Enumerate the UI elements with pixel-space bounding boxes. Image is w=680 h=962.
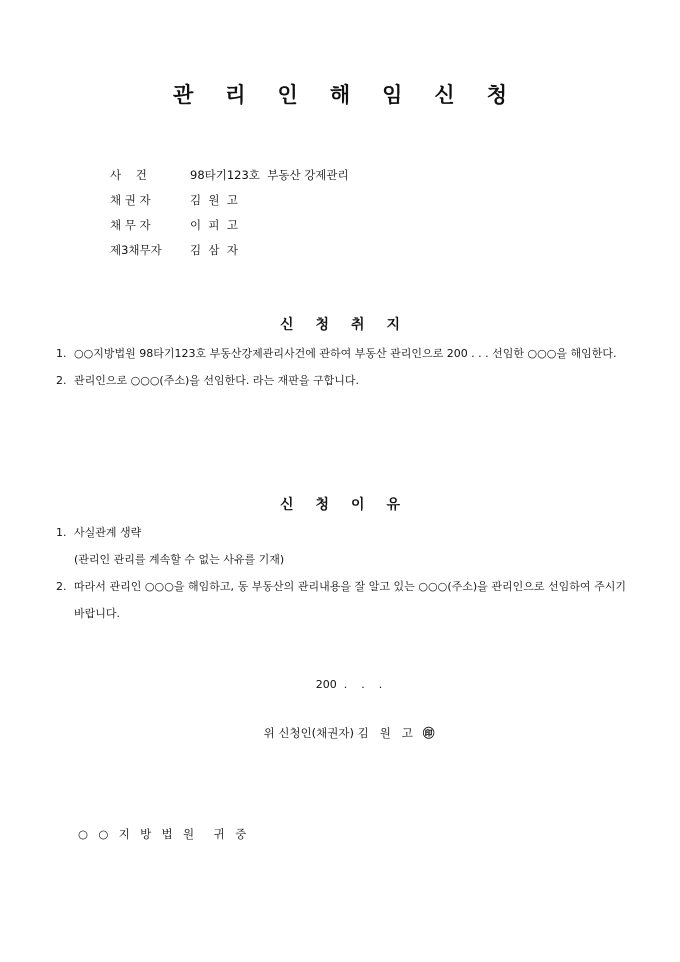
reason-heading: 신청이유 bbox=[279, 497, 423, 513]
purpose-item-2 bbox=[56, 367, 626, 394]
filing-date: 200 . . . bbox=[315, 678, 383, 691]
seal-mark: ㊞ bbox=[422, 726, 435, 740]
purpose-item-2-text: 관리인으로 ○○○(주소)을 선임한다. 라는 재판을 구합니다. bbox=[74, 374, 359, 387]
reason-body bbox=[56, 519, 626, 627]
signer-name: 위 신청인(채권자) 김 원 고 bbox=[263, 726, 413, 740]
purpose-heading: 신청취지 bbox=[279, 317, 423, 333]
document-title: 관리인해임신청 bbox=[172, 82, 539, 107]
case-value: 98타기123호 부동산 강제관리 bbox=[190, 167, 349, 182]
reason-item-2-number: 2. bbox=[56, 580, 67, 593]
purpose-item-1-number: 1. bbox=[56, 347, 67, 360]
reason-item-1-note-text: (관리인 관리를 계속할 수 없는 사유를 기재) bbox=[74, 553, 285, 566]
purpose-item-2-number: 2. bbox=[56, 374, 67, 387]
court-addressee: ○ ○ 지 방 법 원 귀 중 bbox=[78, 827, 248, 841]
case-label: 사 건 bbox=[110, 167, 147, 182]
case-info-row-creditor bbox=[110, 187, 349, 212]
reason-item-2 bbox=[56, 573, 626, 627]
signer-line bbox=[0, 725, 680, 741]
creditor-value: 김 원 고 bbox=[190, 192, 238, 207]
reason-item-1-note bbox=[56, 546, 626, 573]
third-debtor-label: 제3채무자 bbox=[110, 242, 162, 257]
purpose-item-1 bbox=[56, 340, 626, 367]
purpose-item-1-text: ○○지방법원 98타기123호 부동산강제관리사건에 관하여 부동산 관리인으로 200 . . . 선임한 ○○○을 해임한다. bbox=[74, 347, 617, 360]
creditor-label: 채 권 자 bbox=[110, 192, 151, 207]
reason-item-1-number: 1. bbox=[56, 526, 67, 539]
case-info-row-case bbox=[110, 162, 349, 187]
purpose-body bbox=[56, 340, 626, 394]
reason-item-1-text: 사실관계 생략 bbox=[74, 526, 142, 539]
case-info-row-third-debtor bbox=[110, 237, 349, 262]
case-info-row-debtor bbox=[110, 212, 349, 237]
reason-item-2-text: 따라서 관리인 ○○○을 해임하고, 동 부동산의 관리내용을 잘 알고 있는 ○○○(주소)을 관리인으로 선임하여 주시기 바랍니다. bbox=[74, 580, 626, 620]
third-debtor-value: 김 삼 자 bbox=[190, 242, 238, 257]
reason-item-1 bbox=[56, 519, 626, 546]
debtor-value: 이 피 고 bbox=[190, 217, 238, 232]
debtor-label: 채 무 자 bbox=[110, 217, 151, 232]
case-info bbox=[110, 162, 349, 262]
